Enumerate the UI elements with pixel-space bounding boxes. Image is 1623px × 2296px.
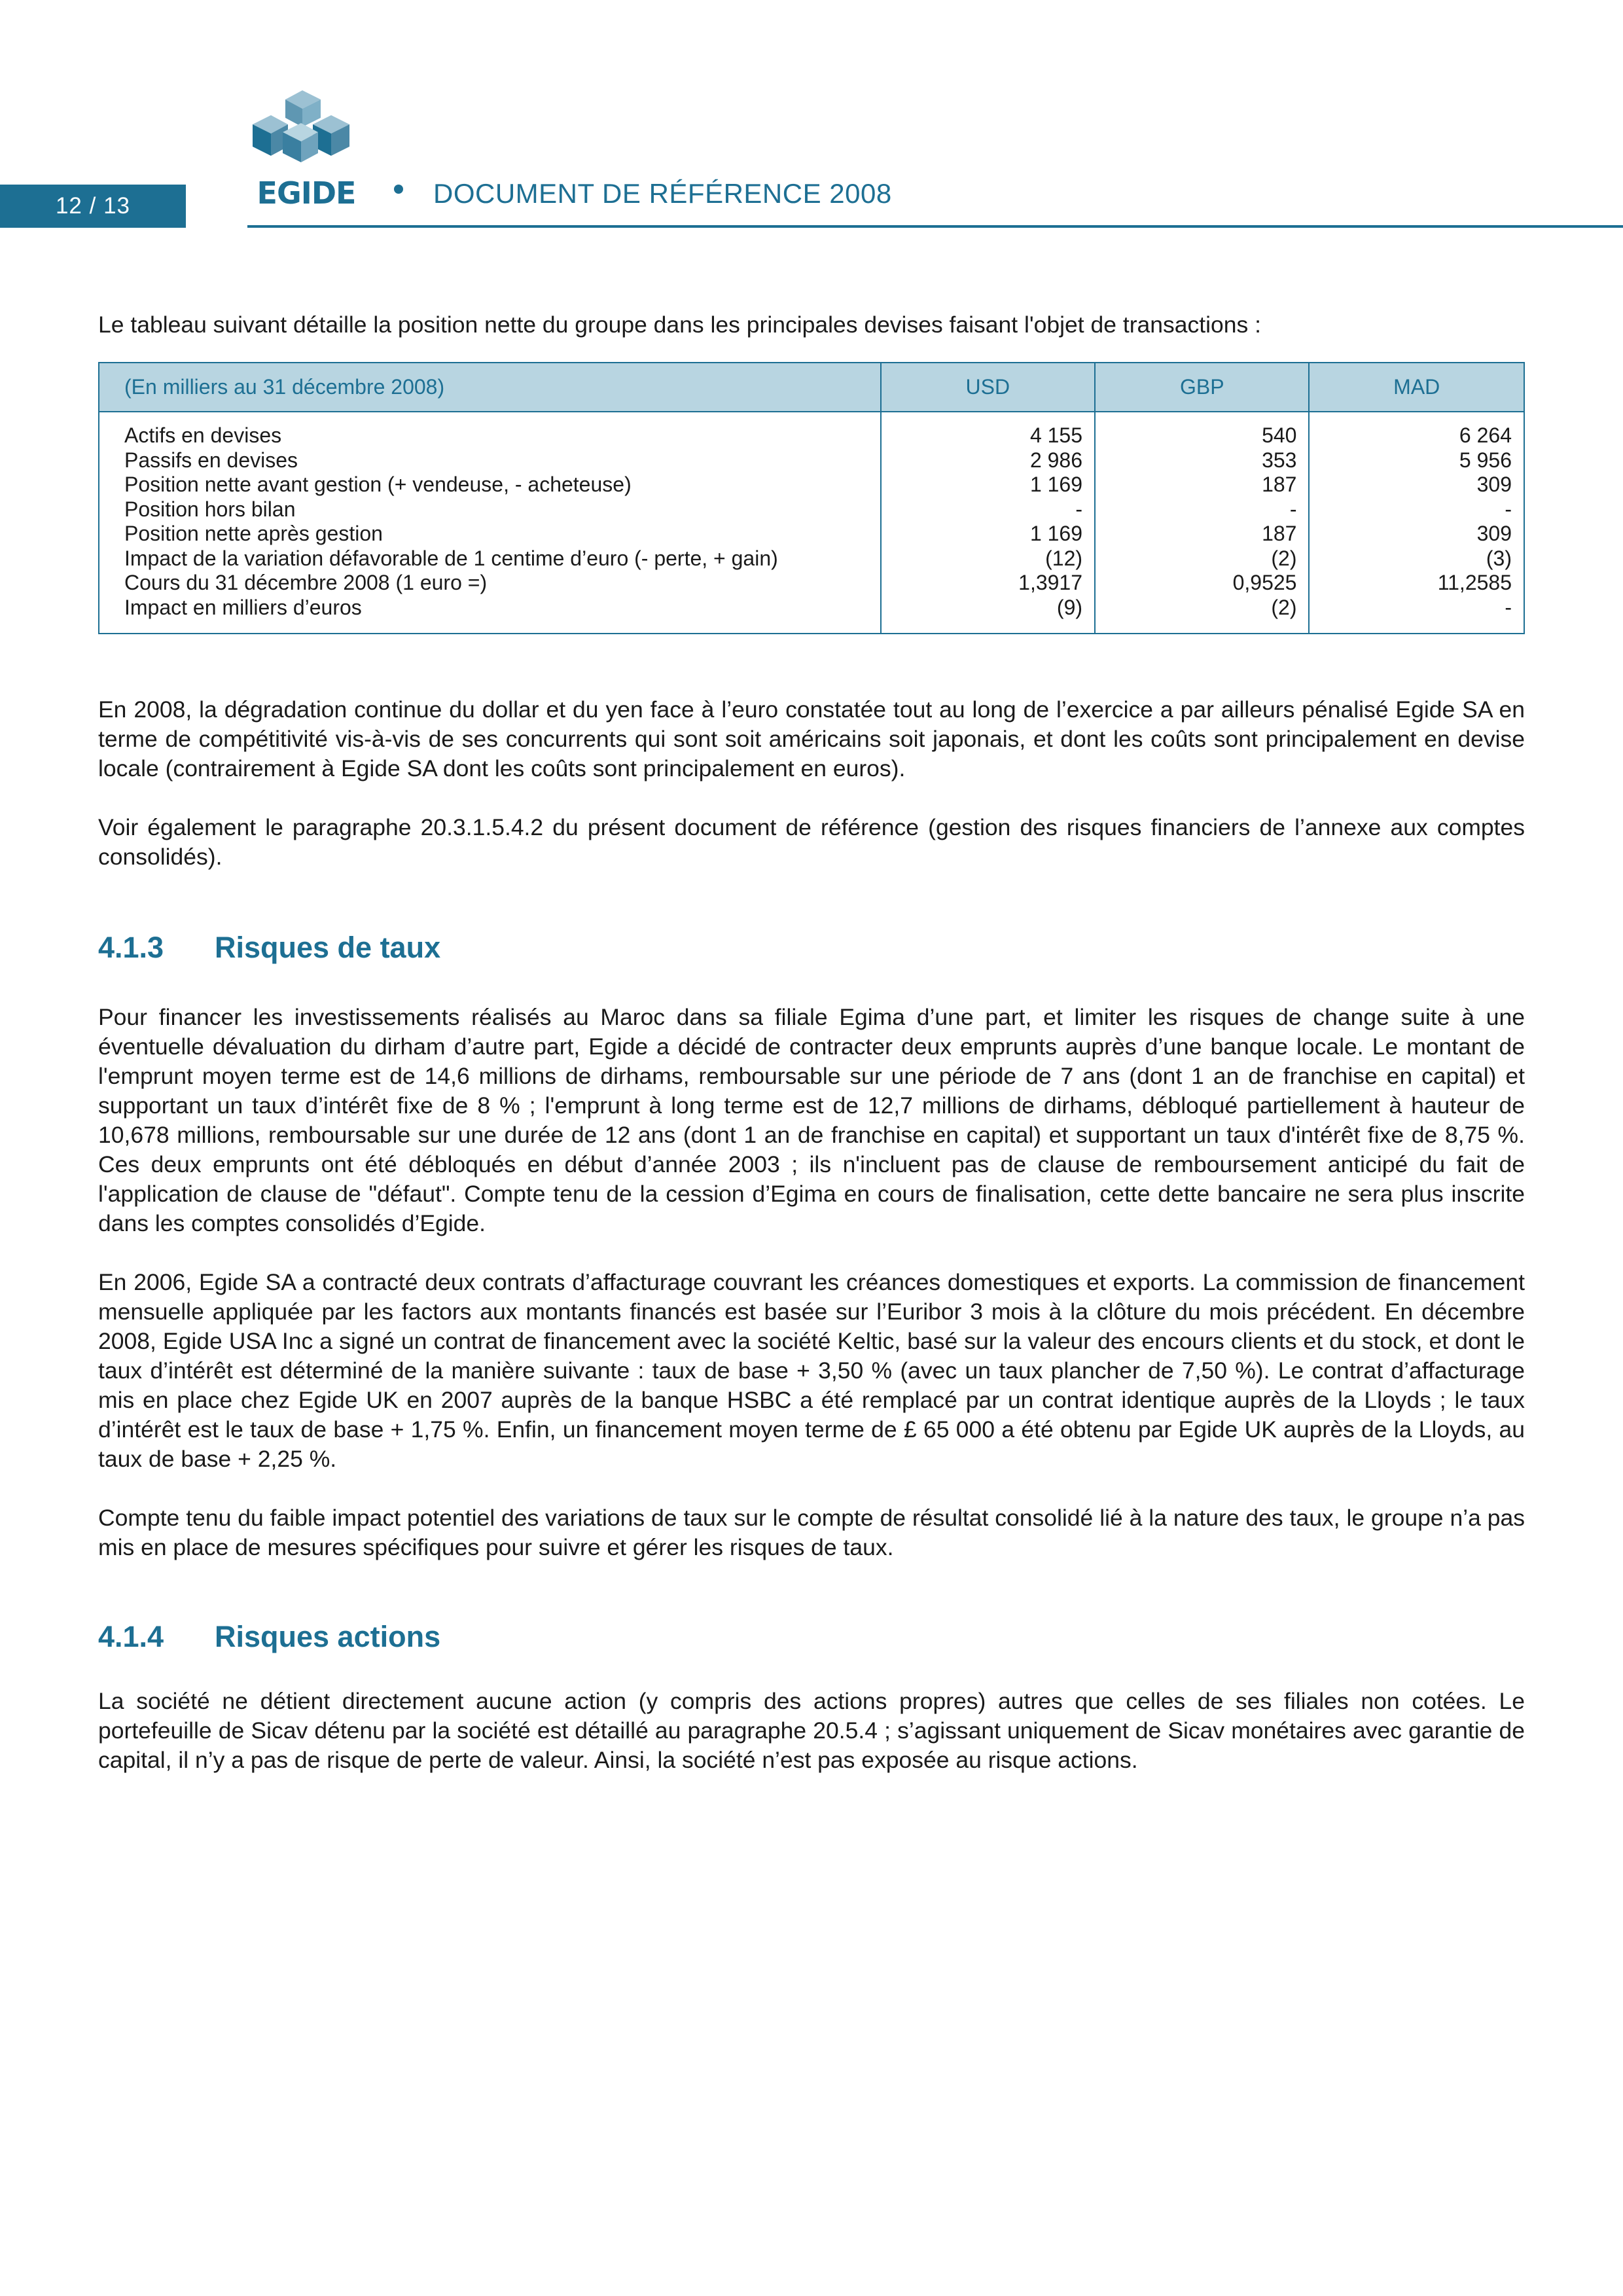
- mad-values-cell: [1309, 412, 1524, 634]
- usd-value: (12): [1045, 546, 1083, 570]
- heading-title: Risques de taux: [215, 931, 441, 964]
- gbp-value: -: [1289, 497, 1297, 521]
- column-header-usd: USD: [881, 363, 1095, 412]
- mad-value: 11,2585: [1437, 571, 1512, 594]
- row-label: Position hors bilan: [124, 497, 296, 521]
- page-indicator: [0, 185, 186, 228]
- usd-value: 1,3917: [1018, 571, 1083, 594]
- row-label: Cours du 31 décembre 2008 (1 euro =): [124, 571, 488, 594]
- page-indicator-text: 12 / 13: [55, 193, 131, 219]
- intro-paragraph: Le tableau suivant détaille la position nette du groupe dans les principales devises faisant l'objet de transactions :: [98, 312, 1261, 338]
- usd-value: (9): [1056, 595, 1083, 619]
- paragraph-impact-taux: Compte tenu du faible impact potentiel des variations de taux sur le compte de résultat consolidé lié à la nature des taux, le groupe n’a pas mis en place de mesures spécifiques pour suivre et gérer les risques de taux.: [98, 1505, 1525, 1560]
- gbp-value: 187: [1262, 522, 1297, 545]
- column-header-gbp: GBP: [1095, 363, 1309, 412]
- column-header-description: (En milliers au 31 décembre 2008): [99, 363, 881, 412]
- bullet-icon: [394, 185, 403, 194]
- mad-value: 5 956: [1459, 448, 1512, 472]
- usd-value: -: [1075, 497, 1083, 521]
- currency-position-table: [98, 362, 1525, 634]
- paragraph-currency-impact: En 2008, la dégradation continue du dollar et du yen face à l’euro constatée tout au long de l’exercice a par ailleurs pénalisé Egide SA en terme de compétitivité vis-à-vis de ses concurrents qui sont soit américains soit japonais, et dont les coûts sont principalement en devise locale (contrairement à Egide SA dont les coûts sont principalement en euros).: [98, 696, 1525, 781]
- usd-value: 4 155: [1029, 423, 1083, 447]
- mad-value: (3): [1486, 546, 1512, 570]
- mad-value: -: [1505, 595, 1512, 619]
- gbp-value: 0,9525: [1232, 571, 1297, 594]
- table-header-row: [99, 363, 1524, 412]
- usd-values-cell: [881, 412, 1095, 634]
- paragraph-emprunts: Pour financer les investissements réalisés au Maroc dans sa filiale Egima d’une part, et limiter les risques de change suite à une éventuelle dévaluation du dirham d’autre part, Egide a décidé de contracter deux emprunts auprès d’une banque locale. Le montant de l'emprunt moyen terme est de 14,6 millions de dirhams, remboursable sur une période de 7 ans (dont 1 an de franchise en capital) et supportant un taux d’intérêt fixe de 8 % ; l'emprunt à long terme est de 12,7 millions de dirhams, débloqué partiellement à hauteur de 10,678 millions, remboursable sur une durée de 12 ans (dont 1 an de franchise en capital) et supportant un taux d'intérêt fixe de 8,75 %. Ces deux emprunts ont été débloqués en début d’année 2003 ; ils n'incluent pas de clause de remboursement anticipé du fait de l'application de clause de "défaut". Compte tenu de la cession d’Egima en cours de finalisation, cette dette bancaire ne sera plus inscrite dans les comptes consolidés d’Egide.: [98, 1004, 1525, 1236]
- gbp-value: 187: [1262, 473, 1297, 496]
- gbp-value: 540: [1262, 423, 1297, 447]
- row-label: Impact en milliers d’euros: [124, 595, 362, 619]
- heading-number: 4.1.4: [98, 1620, 164, 1653]
- row-labels-cell: [99, 412, 881, 634]
- mad-value: 309: [1476, 522, 1512, 545]
- usd-value: 1 169: [1029, 473, 1083, 496]
- heading-risques-de-taux: [98, 931, 440, 965]
- paragraph-affacturage: En 2006, Egide SA a contracté deux contrats d’affacturage couvrant les créances domestiques et exports. La commission de financement mensuelle appliquée par les factors aux montants financés est basée sur l’Euribor 3 mois à la clôture du mois précédent. En décembre 2008, Egide USA Inc a signé un contrat de financement avec la société Keltic, basé sur la valeur des encours clients et du stock, et dont le taux d’intérêt est déterminé de la manière suivante : taux de base + 3,50 % (avec un taux plancher de 7,50 %). Le contrat d’affacturage mis en place chez Egide UK en 2007 auprès de la banque HSBC a été remplacé par un contrat identique auprès de la Lloyds ; le taux d’intérêt est le taux de base + 1,75 %. Enfin, un financement moyen terme de £ 65 000 a été obtenu par Egide UK auprès de la Lloyds, au taux de base + 2,25 %.: [98, 1269, 1525, 1472]
- mad-value: -: [1505, 497, 1512, 521]
- row-label: Passifs en devises: [124, 448, 298, 472]
- document-title: DOCUMENT DE RÉFÉRENCE 2008: [433, 178, 892, 209]
- row-label: Position nette après gestion: [124, 522, 383, 545]
- paragraph-see-also: Voir également le paragraphe 20.3.1.5.4.2 du présent document de référence (gestion des risques financiers de l’annexe aux comptes consolidés).: [98, 814, 1525, 870]
- heading-risques-actions: [98, 1620, 440, 1654]
- gbp-value: (2): [1271, 595, 1297, 619]
- column-header-mad: MAD: [1309, 363, 1524, 412]
- row-label: Actifs en devises: [124, 423, 282, 447]
- row-label: Position nette avant gestion (+ vendeuse, - acheteuse): [124, 473, 632, 496]
- heading-title: Risques actions: [215, 1620, 441, 1653]
- usd-value: 2 986: [1029, 448, 1083, 472]
- gbp-value: (2): [1271, 546, 1297, 570]
- paragraph-actions: La société ne détient directement aucune action (y compris des actions propres) autres que celles de ses filiales non cotées. Le portefeuille de Sicav détenu par la société est détaillé au paragraphe 20.5.4 ; s’agissant uniquement de Sicav monétaires avec garantie de capital, il n’y a pas de risque de perte de valeur. Ainsi, la société n’est pas exposée au risque actions.: [98, 1688, 1525, 1773]
- row-label: Impact de la variation défavorable de 1 centime d’euro (- perte, + gain): [124, 546, 778, 570]
- mad-value: 309: [1476, 473, 1512, 496]
- usd-value: 1 169: [1029, 522, 1083, 545]
- mad-value: 6 264: [1459, 423, 1512, 447]
- header-divider: [247, 225, 1623, 228]
- table-body-row: [99, 412, 1524, 634]
- gbp-value: 353: [1262, 448, 1297, 472]
- heading-number: 4.1.3: [98, 931, 164, 964]
- logo-text: EGIDE: [257, 175, 356, 211]
- logo-cubes-icon: [247, 85, 365, 177]
- gbp-values-cell: [1095, 412, 1309, 634]
